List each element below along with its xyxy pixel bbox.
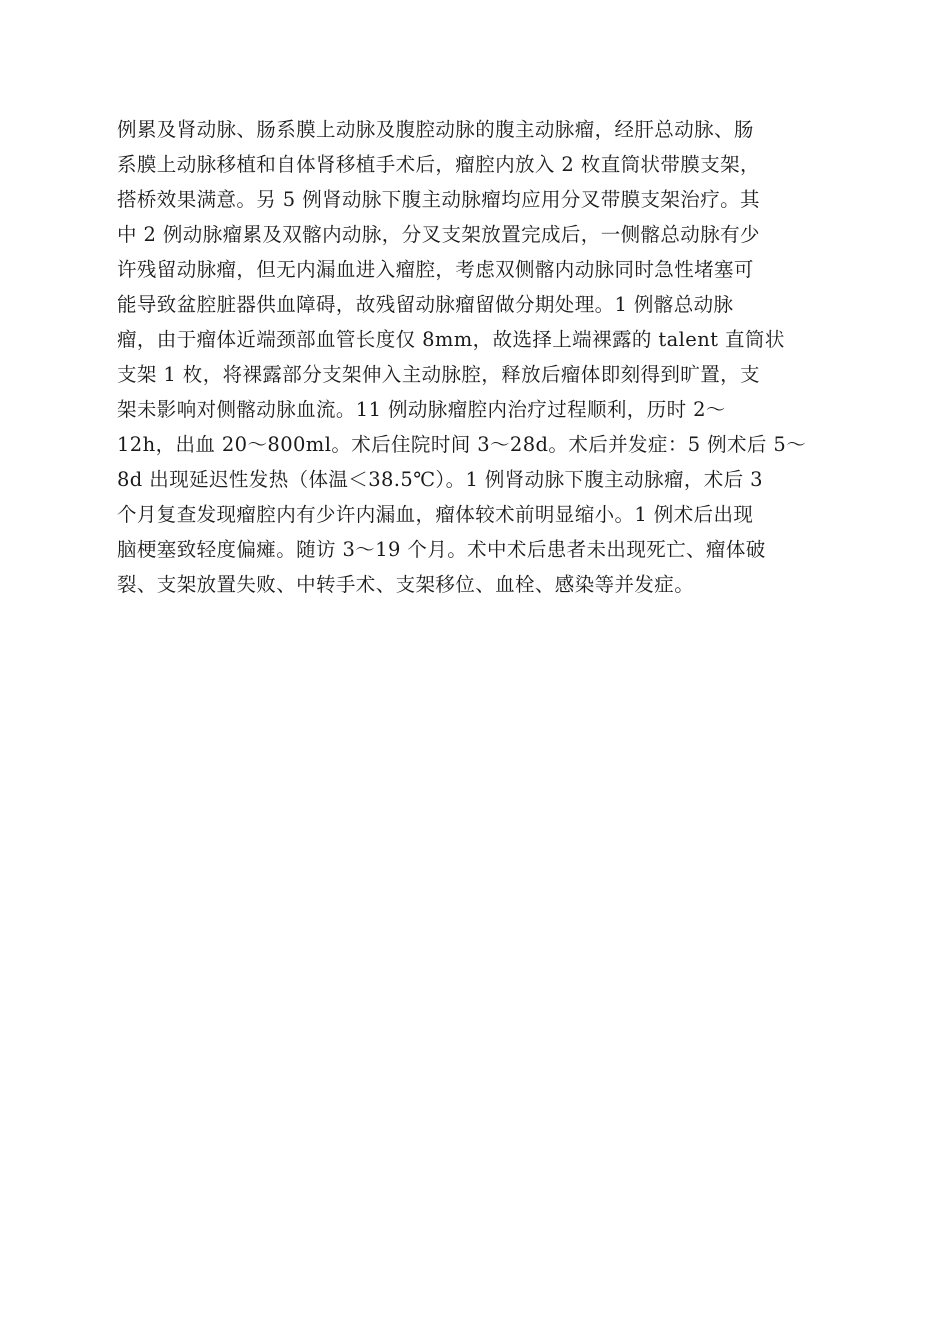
text-line: 系膜上动脉移植和自体肾移植手术后，瘤腔内放入 2 枚直筒状带膜支架， bbox=[117, 153, 760, 176]
text-line: 例累及肾动脉、肠系膜上动脉及腹腔动脉的腹主动脉瘤，经肝总动脉、肠 bbox=[117, 118, 754, 141]
text-line: 搭桥效果满意。另 5 例肾动脉下腹主动脉瘤均应用分叉带膜支架治疗。其 bbox=[117, 188, 760, 211]
body-paragraph bbox=[117, 112, 847, 602]
text-line: 8d 出现延迟性发热（体温＜38.5℃）。1 例肾动脉下腹主动脉瘤，术后 3 bbox=[117, 468, 763, 491]
text-line: 架未影响对侧髂动脉血流。11 例动脉瘤腔内治疗过程顺利，历时 2～ bbox=[117, 398, 726, 421]
text-line: 能导致盆腔脏器供血障碍，故残留动脉瘤留做分期处理。1 例髂总动脉 bbox=[117, 293, 734, 316]
text-line: 脑梗塞致轻度偏瘫。随访 3～19 个月。术中术后患者未出现死亡、瘤体破 bbox=[117, 538, 766, 561]
text-line: 瘤，由于瘤体近端颈部血管长度仅 8mm，故选择上端裸露的 talent 直筒状 bbox=[117, 328, 785, 351]
text-line: 12h，出血 20～800ml。术后住院时间 3～28d。术后并发症：5 例术后 5～ bbox=[117, 433, 807, 456]
text-line: 许残留动脉瘤，但无内漏血进入瘤腔，考虑双侧髂内动脉同时急性堵塞可 bbox=[117, 258, 754, 281]
text-line: 支架 1 枚，将裸露部分支架伸入主动脉腔，释放后瘤体即刻得到旷置，支 bbox=[117, 363, 760, 386]
text-line: 中 2 例动脉瘤累及双髂内动脉，分叉支架放置完成后，一侧髂总动脉有少 bbox=[117, 223, 760, 246]
text-line: 个月复查发现瘤腔内有少许内漏血，瘤体较术前明显缩小。1 例术后出现 bbox=[117, 503, 754, 526]
text-line: 裂、支架放置失败、中转手术、支架移位、血栓、感染等并发症。 bbox=[117, 573, 695, 596]
